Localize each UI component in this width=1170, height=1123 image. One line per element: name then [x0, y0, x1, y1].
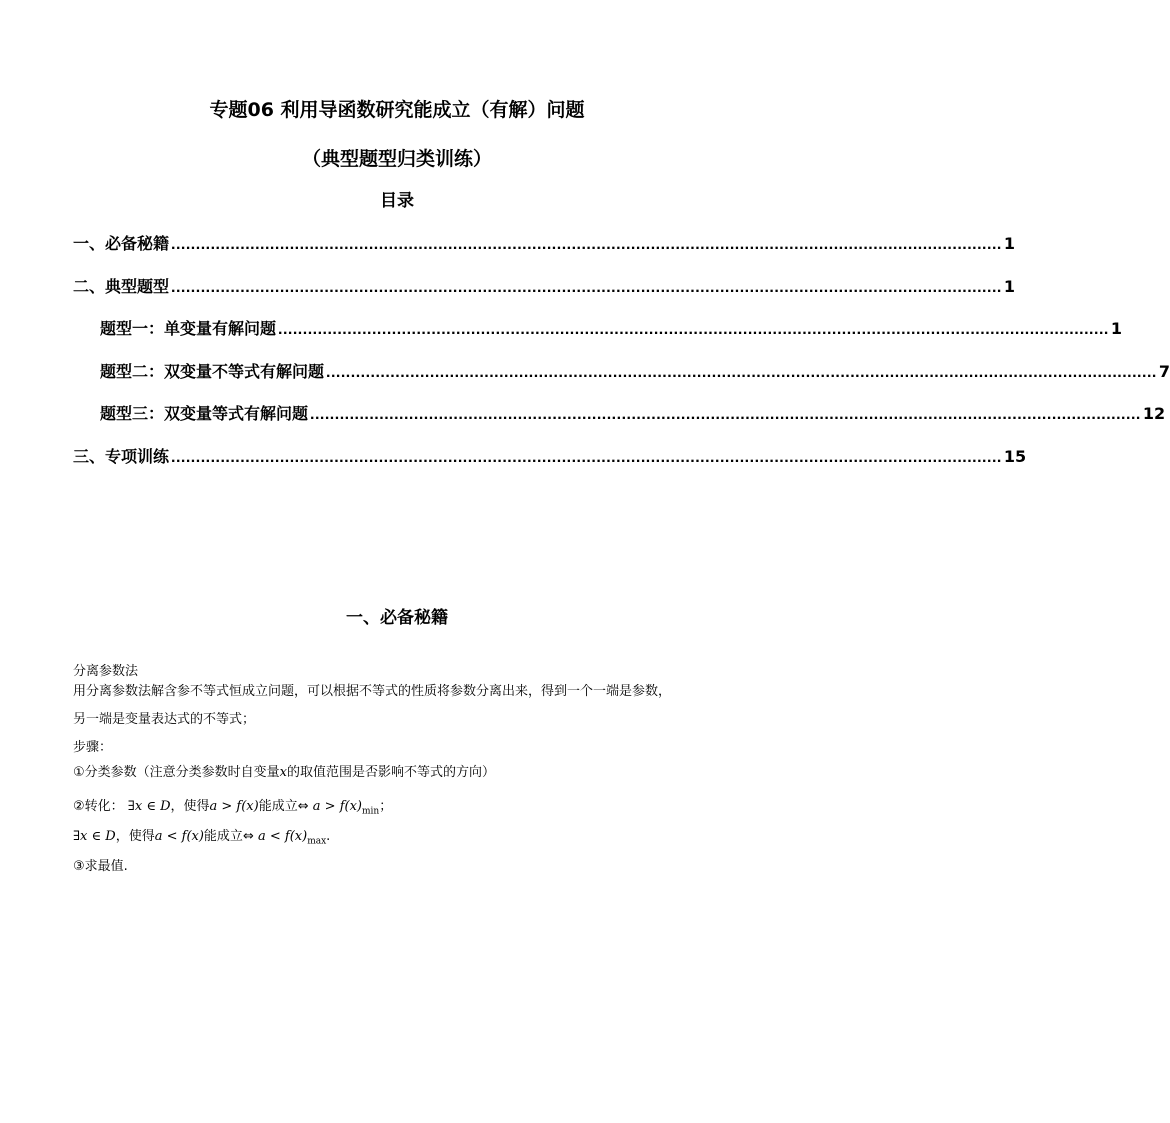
- step-2: [73, 797, 723, 822]
- toc-leader-dots: ........................................................................................................................................................................: [326, 364, 1157, 381]
- steps-title: 步骤：: [73, 740, 113, 755]
- document-subtitle: （典型题型归类训练）: [301, 148, 492, 170]
- step-text: 的取值范围是否影响不等式的方向）: [287, 765, 496, 780]
- toc-entry-label: 二、典型题型: [73, 277, 170, 296]
- punctuation: .: [326, 829, 331, 844]
- document-title: 专题06 利用导函数研究能成立（有解）问题: [209, 99, 585, 121]
- toc-entry-page: 12: [1142, 404, 1166, 423]
- toc-entry-section-2[interactable]: [73, 276, 1015, 299]
- step-3: ③求最值.: [73, 859, 128, 874]
- toc-entry-type-3[interactable]: [100, 403, 1166, 426]
- math-exists-expression: ∃x ∈ D: [73, 829, 116, 844]
- paragraph-line: 另一端是变量表达式的不等式；: [73, 712, 256, 727]
- toc-entry-label: 三、专项训练: [73, 447, 170, 466]
- toc-leader-dots: ........................................................................................................................................................................: [171, 236, 1002, 253]
- step-text: 能成立: [203, 829, 243, 844]
- step-text: ，使得: [115, 829, 155, 844]
- toc-entry-page: 1: [1110, 319, 1122, 338]
- step-2-continued: [73, 827, 723, 852]
- math-subscript: min: [361, 806, 380, 817]
- toc-entry-page: 7: [1158, 362, 1170, 381]
- step-text: 能成立: [258, 799, 298, 814]
- toc-entry-page: 1: [1003, 277, 1015, 296]
- toc-entry-label: 题型一：单变量有解问题: [100, 319, 277, 338]
- math-variable: x: [279, 765, 287, 780]
- toc-leader-dots: ........................................................................................................................................................................: [310, 406, 1141, 423]
- iff-symbol: ⇔: [297, 799, 309, 814]
- toc-entry-type-2[interactable]: [100, 361, 1170, 384]
- toc-leader-dots: ........................................................................................................................................................................: [171, 449, 1002, 466]
- toc-entry-label: 一、必备秘籍: [73, 234, 170, 253]
- toc-entry-section-1[interactable]: [73, 233, 1015, 256]
- math-result: $a > f(x)_{min}$: [312, 799, 380, 817]
- punctuation: ；: [379, 799, 393, 814]
- math-result: $a < f(x)_{max}$: [257, 829, 327, 847]
- step-1: [73, 763, 723, 783]
- toc-entry-section-3[interactable]: [73, 446, 1027, 469]
- toc-entry-label: 题型二：双变量不等式有解问题: [100, 362, 325, 381]
- math-condition: a > f(x): [209, 799, 259, 814]
- section-heading: 一、必备秘籍: [346, 608, 448, 628]
- iff-symbol: ⇔: [242, 829, 254, 844]
- math-exists-expression: ∃x ∈ D: [127, 799, 171, 814]
- paragraph-line: 用分离参数法解含参不等式恒成立问题，可以根据不等式的性质将参数分离出来，得到一个一端是参数，: [73, 684, 672, 699]
- math-condition: a < f(x): [154, 829, 204, 844]
- method-title: 分离参数法: [73, 664, 139, 679]
- toc-entry-label: 题型三：双变量等式有解问题: [100, 404, 309, 423]
- toc-leader-dots: ........................................................................................................................................................................: [171, 279, 1002, 296]
- toc-leader-dots: ........................................................................................................................................................................: [278, 321, 1109, 338]
- toc-entry-page: 1: [1003, 234, 1015, 253]
- toc-entry-type-1[interactable]: [100, 318, 1122, 341]
- step-text: ，使得: [170, 799, 210, 814]
- toc-entry-page: 15: [1003, 447, 1027, 466]
- math-subscript: max: [307, 836, 327, 847]
- step-label: ②转化：: [73, 799, 124, 814]
- step-text: ①分类参数（注意分类参数时自变量: [73, 765, 280, 780]
- toc-heading: 目录: [380, 191, 414, 211]
